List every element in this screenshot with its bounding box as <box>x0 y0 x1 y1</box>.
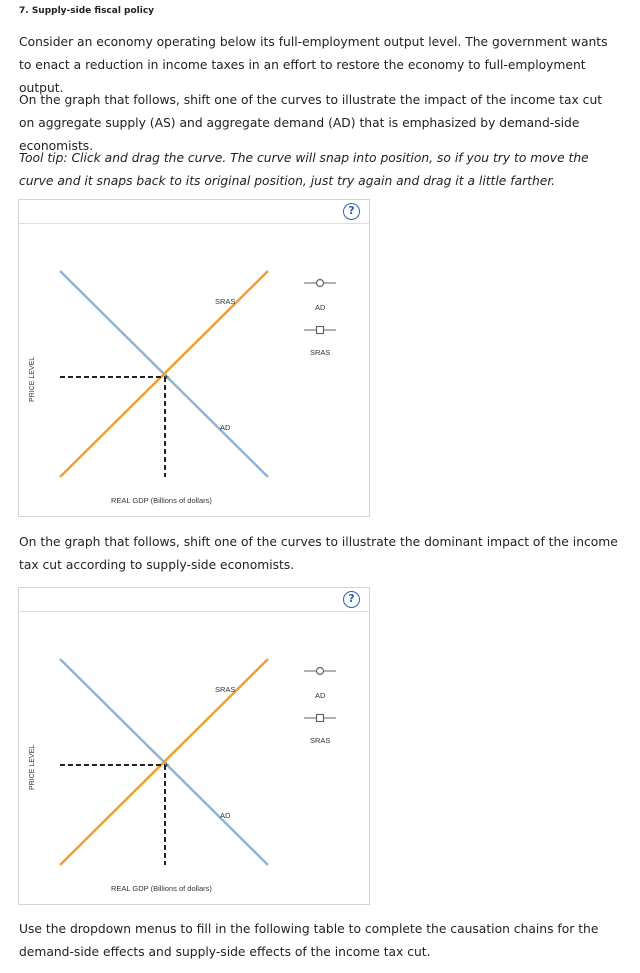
graph-canvas[interactable] <box>19 200 371 518</box>
equilibrium-point: + <box>164 760 170 770</box>
intro-text: Consider an economy operating below its full-employment output level. The government wants to enact a reduction in income taxes in an effort to restore the economy to full-employment output. <box>19 35 608 95</box>
legend-ad-label: AD <box>315 303 326 312</box>
square-marker-icon[interactable] <box>317 327 324 334</box>
legend-sras-label: SRAS <box>310 736 331 745</box>
ad-curve-label: AD <box>220 423 231 432</box>
sras-curve-label: SRAS <box>215 685 236 694</box>
circle-marker-icon[interactable] <box>317 668 324 675</box>
y-axis-label: PRICE LEVEL <box>29 744 36 790</box>
question-title: 7. Supply-side fiscal policy <box>19 6 155 16</box>
graph-panel-demand-side <box>18 199 370 517</box>
sras-curve-label: SRAS <box>215 297 236 306</box>
legend-sras-tool[interactable] <box>304 327 336 358</box>
legend-ad-tool[interactable] <box>304 280 336 313</box>
x-axis-label: REAL GDP (Billions of dollars) <box>111 884 212 893</box>
ad-curve-label: AD <box>220 811 231 820</box>
tool-tip-text: Tool tip: Click and drag the curve. The curve will snap into position, so if you try to move the curve and it snaps back to its original position, just try again and drag it a little farther. <box>19 151 589 188</box>
graph-canvas[interactable] <box>19 588 371 906</box>
help-icon[interactable]: ? <box>343 591 360 608</box>
equilibrium-point: + <box>164 372 170 382</box>
y-axis-label: PRICE LEVEL <box>29 356 36 402</box>
legend-sras-label: SRAS <box>310 348 331 357</box>
help-icon[interactable]: ? <box>343 203 360 220</box>
graph-panel-supply-side <box>18 587 370 905</box>
legend-ad-label: AD <box>315 691 326 700</box>
legend-sras-tool[interactable] <box>304 715 336 746</box>
x-axis-label: REAL GDP (Billions of dollars) <box>111 496 212 505</box>
circle-marker-icon[interactable] <box>317 280 324 287</box>
instruction-demand-side: On the graph that follows, shift one of the curves to illustrate the impact of the income tax cut on aggregate supply (AS) and aggregate demand (AD) that is emphasized by demand-side economists. <box>19 93 603 153</box>
instruction-table: Use the dropdown menus to fill in the following table to complete the causation chains for the demand-side effects and supply-side effects of the income tax cut. <box>19 922 599 959</box>
instruction-supply-side: On the graph that follows, shift one of the curves to illustrate the dominant impact of the income tax cut according to supply-side economists. <box>19 535 618 572</box>
legend-ad-tool[interactable] <box>304 668 336 701</box>
square-marker-icon[interactable] <box>317 715 324 722</box>
